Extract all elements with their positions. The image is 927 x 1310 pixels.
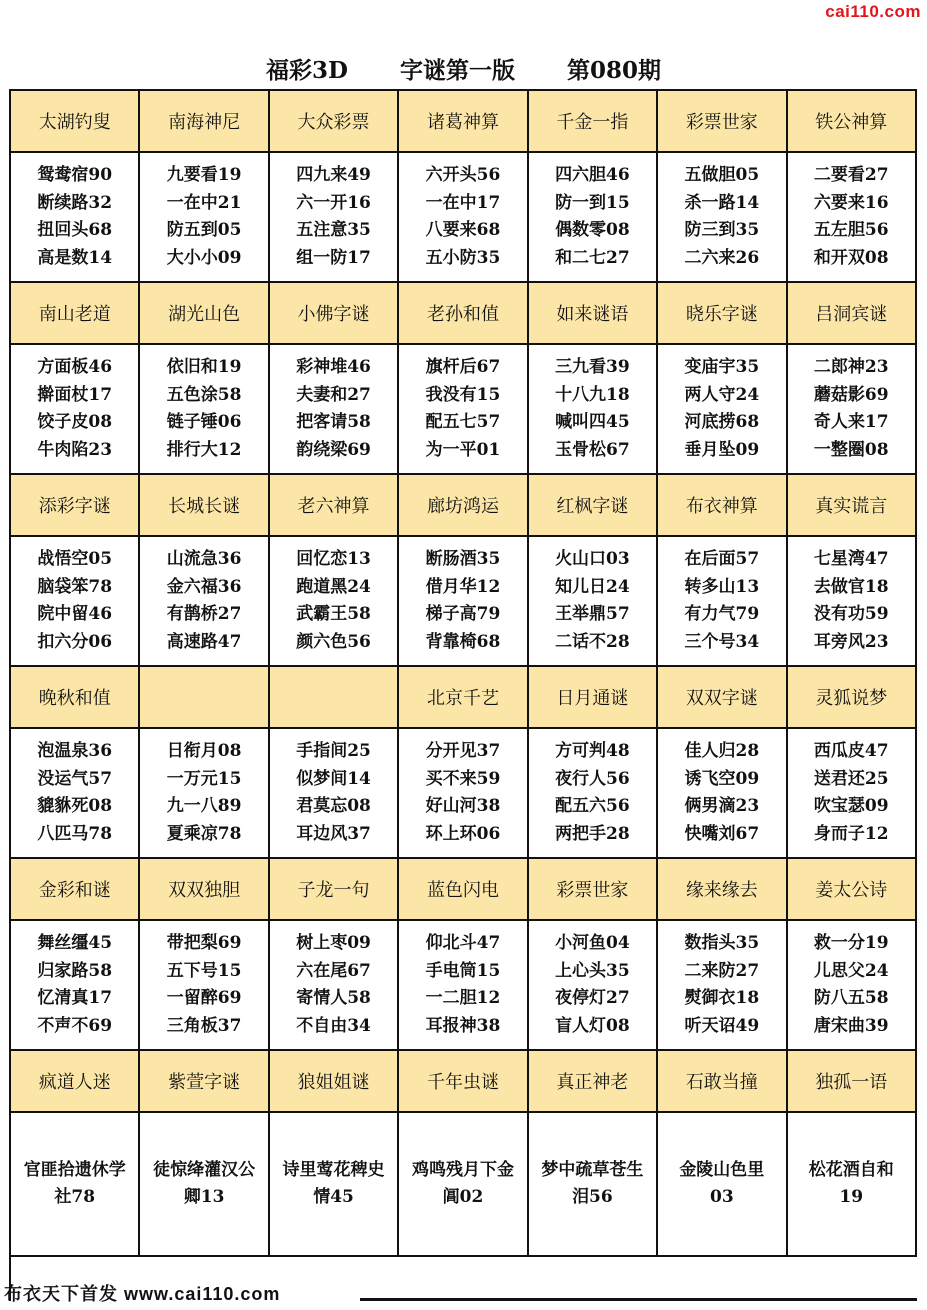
- riddle-cell: [270, 921, 399, 1051]
- riddle-line: 小河鱼04: [555, 933, 630, 953]
- riddle-line: 牛肉陷23: [37, 439, 113, 460]
- riddle-line: 五注意35: [296, 220, 371, 240]
- riddle-line: 仰北斗47: [425, 933, 501, 953]
- riddle-cell: [399, 153, 528, 283]
- column-header: 紫萱字谜: [140, 1051, 269, 1113]
- riddle-line: 火山口03: [555, 549, 630, 569]
- riddle-line: 防八五58: [813, 988, 889, 1008]
- riddle-line: 日衔月08: [166, 741, 242, 761]
- riddle-line: 脑袋笨78: [37, 576, 113, 597]
- header-row: [11, 91, 917, 153]
- riddle-cell: [788, 729, 917, 859]
- riddle-line: 五左胆56: [813, 220, 889, 240]
- poem-cell: 诗里莺花稗史情45: [270, 1113, 399, 1257]
- page-title: [0, 52, 927, 88]
- column-header: 太湖钓叟: [11, 91, 140, 153]
- riddle-line: 转多山13: [684, 576, 760, 597]
- column-header: 彩票世家: [658, 91, 787, 153]
- poem-row: [11, 1113, 917, 1257]
- header-row: [11, 667, 917, 729]
- riddle-line: 六要来16: [813, 192, 889, 213]
- riddle-line: 手电筒15: [425, 960, 501, 981]
- riddle-row: [11, 921, 917, 1051]
- column-header: 子龙一句: [270, 859, 399, 921]
- riddle-line: 大小小09: [166, 247, 242, 268]
- riddle-line: 高速路47: [166, 631, 242, 652]
- riddle-line: 好山河38: [425, 796, 501, 816]
- riddle-line: 在后面57: [684, 549, 760, 569]
- riddle-line: 旗杆后67: [425, 357, 501, 377]
- poem-cell: 金陵山色里03: [658, 1113, 787, 1257]
- column-header: 布衣神算: [658, 475, 787, 537]
- poem-cell: 松花酒自和19: [788, 1113, 917, 1257]
- riddle-line: 二要看27: [813, 165, 889, 185]
- riddle-line: 六在尾67: [296, 960, 371, 981]
- column-header: 湖光山色: [140, 283, 269, 345]
- column-header: 北京千艺: [399, 667, 528, 729]
- column-header: 老六神算: [270, 475, 399, 537]
- riddle-line: 手指间25: [296, 741, 371, 761]
- column-header: 独孤一语: [788, 1051, 917, 1113]
- riddle-line: 两人守24: [684, 384, 760, 405]
- riddle-cell: [788, 537, 917, 667]
- riddle-line: 二来防27: [684, 960, 760, 981]
- riddle-line: 一留醉69: [166, 988, 242, 1008]
- column-header: 蓝色闪电: [399, 859, 528, 921]
- riddle-line: 鸳鸯宿90: [37, 165, 113, 185]
- riddle-line: 似梦间14: [296, 768, 371, 789]
- riddle-line: 变庙宇35: [684, 357, 760, 377]
- riddle-line: 组一防17: [296, 247, 371, 268]
- riddle-cell: [399, 345, 528, 475]
- riddle-line: 扣六分06: [37, 631, 113, 652]
- riddle-line: 盲人灯08: [555, 1015, 630, 1036]
- riddle-line: 五小防35: [425, 247, 501, 268]
- column-header: 红枫字谜: [529, 475, 658, 537]
- riddle-cell: [140, 921, 269, 1051]
- riddle-line: 快嘴刘67: [684, 823, 760, 844]
- column-header: 缘来缘去: [658, 859, 787, 921]
- riddle-grid: [9, 89, 917, 1301]
- riddle-line: 四九来49: [296, 165, 371, 185]
- column-header: 真正神老: [529, 1051, 658, 1113]
- column-header: 灵狐说梦: [788, 667, 917, 729]
- column-header: 如来谜语: [529, 283, 658, 345]
- riddle-cell: [788, 153, 917, 283]
- riddle-cell: [658, 729, 787, 859]
- riddle-line: 院中留46: [37, 604, 113, 624]
- riddle-line: 俩男滴23: [684, 796, 760, 816]
- riddle-line: 六开头56: [425, 165, 501, 185]
- riddle-line: 一在中17: [425, 192, 501, 213]
- riddle-cell: [658, 921, 787, 1051]
- column-header: 大众彩票: [270, 91, 399, 153]
- header-row: [11, 475, 917, 537]
- column-header: 双双独胆: [140, 859, 269, 921]
- riddle-line: 八匹马78: [37, 823, 113, 844]
- riddle-cell: [529, 537, 658, 667]
- poem-cell: 梦中疏草苍生泪56: [529, 1113, 658, 1257]
- riddle-cell: [270, 153, 399, 283]
- riddle-line: 五色涂58: [166, 384, 242, 405]
- riddle-line: 喊叫四45: [555, 412, 630, 432]
- riddle-line: 擀面杖17: [37, 384, 113, 405]
- riddle-line: 五下号15: [166, 960, 242, 981]
- riddle-line: 寄情人58: [296, 988, 371, 1008]
- riddle-cell: [658, 153, 787, 283]
- riddle-line: 梯子高79: [425, 604, 501, 624]
- riddle-cell: [11, 921, 140, 1051]
- riddle-cell: [529, 153, 658, 283]
- riddle-line: 跑道黑24: [296, 576, 371, 597]
- riddle-line: 背靠椅68: [425, 631, 501, 652]
- riddle-line: 颜六色56: [296, 631, 371, 652]
- riddle-cell: [270, 729, 399, 859]
- riddle-line: 高是数14: [37, 247, 113, 268]
- riddle-line: 救一分19: [813, 933, 889, 953]
- header-row: [11, 859, 917, 921]
- riddle-line: 没运气57: [37, 768, 113, 789]
- poem-cell: 官匪拾遗休学社78: [11, 1113, 140, 1257]
- riddle-line: 扭回头68: [37, 220, 113, 240]
- riddle-line: 身而子12: [813, 823, 889, 844]
- riddle-line: 配五六56: [555, 796, 630, 816]
- riddle-row: [11, 729, 917, 859]
- riddle-line: 玉骨松67: [555, 439, 630, 460]
- riddle-line: 买不来59: [425, 768, 501, 789]
- riddle-line: 王举鼎57: [555, 604, 630, 624]
- riddle-line: 貔貅死08: [37, 796, 113, 816]
- column-header: 南山老道: [11, 283, 140, 345]
- riddle-row: [11, 345, 917, 475]
- column-header: 石敢当撞: [658, 1051, 787, 1113]
- riddle-line: 九要看19: [166, 165, 242, 185]
- riddle-line: 儿思父24: [813, 960, 889, 981]
- column-header: 铁公神算: [788, 91, 917, 153]
- riddle-line: 断肠酒35: [425, 549, 501, 569]
- title-issue: 第080期: [566, 57, 661, 84]
- riddle-line: 金六福36: [166, 576, 242, 597]
- column-header: 吕洞宾谜: [788, 283, 917, 345]
- riddle-line: 为一平01: [425, 439, 501, 460]
- riddle-line: 不声不69: [37, 1015, 113, 1036]
- riddle-line: 诱飞空09: [684, 768, 760, 789]
- riddle-line: 二话不28: [555, 631, 630, 652]
- riddle-line: 君莫忘08: [296, 796, 371, 816]
- riddle-line: 奇人来17: [813, 412, 889, 432]
- footer-divider: [360, 1298, 917, 1301]
- column-header: 金彩和谜: [11, 859, 140, 921]
- riddle-line: 六一开16: [296, 192, 371, 213]
- column-header: 彩票世家: [529, 859, 658, 921]
- riddle-line: 一在中21: [166, 192, 242, 213]
- riddle-cell: [11, 345, 140, 475]
- riddle-line: 送君还25: [813, 768, 889, 789]
- riddle-line: 三九看39: [555, 357, 630, 377]
- riddle-line: 上心头35: [555, 960, 630, 981]
- riddle-line: 方面板46: [37, 357, 113, 377]
- column-header: 日月通谜: [529, 667, 658, 729]
- column-header: 千年虫谜: [399, 1051, 528, 1113]
- riddle-cell: [11, 537, 140, 667]
- riddle-line: 三角板37: [166, 1015, 242, 1036]
- riddle-cell: [658, 345, 787, 475]
- riddle-line: 耳旁风23: [813, 631, 889, 652]
- title-lottery: 福彩3D: [266, 57, 348, 84]
- riddle-line: 知儿日24: [555, 576, 630, 597]
- riddle-line: 杀一路14: [684, 192, 760, 213]
- riddle-line: 佳人归28: [684, 741, 760, 761]
- riddle-line: 听天诏49: [684, 1015, 760, 1036]
- column-header: 长城长谜: [140, 475, 269, 537]
- riddle-line: 忆清真17: [37, 988, 113, 1008]
- riddle-line: 战悟空05: [37, 549, 113, 569]
- riddle-cell: [658, 537, 787, 667]
- riddle-cell: [399, 537, 528, 667]
- riddle-cell: [399, 921, 528, 1051]
- riddle-line: 韵绕梁69: [296, 439, 371, 460]
- riddle-line: 夏乘凉78: [166, 823, 242, 844]
- riddle-line: 唐宋曲39: [813, 1015, 889, 1036]
- riddle-cell: [140, 345, 269, 475]
- column-header: 疯道人迷: [11, 1051, 140, 1113]
- riddle-line: 饺子皮08: [37, 412, 113, 432]
- riddle-cell: [11, 729, 140, 859]
- riddle-line: 有力气79: [684, 604, 760, 624]
- riddle-cell: [140, 537, 269, 667]
- riddle-cell: [270, 537, 399, 667]
- riddle-line: 没有功59: [813, 604, 889, 624]
- riddle-line: 垂月坠09: [684, 439, 760, 460]
- column-header: [140, 667, 269, 729]
- riddle-line: 耳报神38: [425, 1015, 501, 1036]
- riddle-line: 树上枣09: [296, 933, 371, 953]
- riddle-line: 夜停灯27: [555, 988, 630, 1008]
- riddle-line: 彩神堆46: [296, 357, 371, 377]
- riddle-line: 舞丝缰45: [37, 933, 113, 953]
- header-row: [11, 283, 917, 345]
- riddle-line: 数指头35: [684, 933, 760, 953]
- riddle-line: 偶数零08: [555, 220, 630, 240]
- riddle-line: 配五七57: [425, 412, 501, 432]
- riddle-line: 八要来68: [425, 220, 501, 240]
- riddle-line: 防三到35: [684, 220, 760, 240]
- riddle-line: 回忆恋13: [296, 549, 371, 569]
- column-header: 晓乐字谜: [658, 283, 787, 345]
- riddle-cell: [270, 345, 399, 475]
- riddle-line: 一整圈08: [813, 439, 889, 460]
- column-header: 狼姐姐谜: [270, 1051, 399, 1113]
- riddle-line: 排行大12: [166, 439, 242, 460]
- riddle-line: 五做胆05: [684, 165, 760, 185]
- riddle-line: 不自由34: [296, 1015, 371, 1036]
- riddle-line: 夜行人56: [555, 768, 630, 789]
- riddle-cell: [140, 729, 269, 859]
- riddle-line: 我没有15: [425, 384, 501, 405]
- riddle-cell: [529, 921, 658, 1051]
- riddle-line: 武霸王58: [296, 604, 371, 624]
- riddle-cell: [11, 153, 140, 283]
- column-header: 小佛字谜: [270, 283, 399, 345]
- riddle-line: 熨御衣18: [684, 988, 760, 1008]
- riddle-line: 一万元15: [166, 768, 242, 789]
- riddle-cell: [399, 729, 528, 859]
- riddle-line: 防一到15: [555, 192, 630, 213]
- riddle-line: 两把手28: [555, 823, 630, 844]
- riddle-line: 链子锤06: [166, 412, 242, 432]
- riddle-line: 蘑菇影69: [813, 384, 889, 405]
- riddle-line: 和开双08: [813, 247, 889, 268]
- site-brand: cai110.com: [825, 2, 921, 21]
- riddle-line: 方可判48: [555, 741, 630, 761]
- riddle-line: 去做官18: [813, 576, 889, 597]
- riddle-line: 归家路58: [37, 960, 113, 981]
- column-header: 添彩字谜: [11, 475, 140, 537]
- poem-cell: 鸡鸣残月下金阊02: [399, 1113, 528, 1257]
- riddle-cell: [529, 345, 658, 475]
- riddle-line: 泡温泉36: [37, 741, 113, 761]
- riddle-line: 环上环06: [425, 823, 501, 844]
- column-header: 双双字谜: [658, 667, 787, 729]
- column-header: 南海神尼: [140, 91, 269, 153]
- riddle-line: 防五到05: [166, 220, 242, 240]
- riddle-line: 借月华12: [425, 576, 501, 597]
- riddle-line: 二六来26: [684, 247, 760, 268]
- riddle-line: 十八九18: [555, 384, 630, 405]
- column-header: 廊坊鸿运: [399, 475, 528, 537]
- column-header: 真实谎言: [788, 475, 917, 537]
- column-header: 老孙和值: [399, 283, 528, 345]
- riddle-line: 断续路32: [37, 192, 113, 213]
- riddle-line: 夫妻和27: [296, 384, 371, 405]
- riddle-line: 依旧和19: [166, 357, 242, 377]
- riddle-line: 有鹊桥27: [166, 604, 242, 624]
- header-row: [11, 1051, 917, 1113]
- riddle-line: 二郎神23: [813, 357, 889, 377]
- riddle-line: 一二胆12: [425, 988, 501, 1008]
- riddle-line: 四六胆46: [555, 165, 630, 185]
- riddle-row: [11, 537, 917, 667]
- riddle-line: 分开见37: [425, 741, 501, 761]
- riddle-cell: [788, 345, 917, 475]
- poem-cell: 徒惊绛灌汉公卿13: [140, 1113, 269, 1257]
- riddle-cell: [140, 153, 269, 283]
- riddle-cell: [788, 921, 917, 1051]
- riddle-line: 吹宝瑟09: [813, 796, 889, 816]
- title-edition: 字谜第一版: [399, 57, 515, 84]
- riddle-line: 把客请58: [296, 412, 371, 432]
- riddle-line: 九一八89: [166, 796, 242, 816]
- column-header: 千金一指: [529, 91, 658, 153]
- riddle-line: 耳边风37: [296, 823, 371, 844]
- riddle-line: 和二七27: [555, 247, 630, 268]
- riddle-line: 山流急36: [166, 549, 242, 569]
- riddle-line: 河底捞68: [684, 412, 760, 432]
- riddle-line: 带把梨69: [166, 933, 242, 953]
- column-header: 姜太公诗: [788, 859, 917, 921]
- riddle-line: 西瓜皮47: [813, 741, 889, 761]
- riddle-line: 七星湾47: [813, 549, 889, 569]
- riddle-cell: [529, 729, 658, 859]
- footer-publisher: 布衣天下首发 www.cai110.com: [4, 1284, 281, 1304]
- column-header: [270, 667, 399, 729]
- column-header: 晚秋和值: [11, 667, 140, 729]
- riddle-line: 三个号34: [684, 631, 760, 652]
- riddle-row: [11, 153, 917, 283]
- column-header: 诸葛神算: [399, 91, 528, 153]
